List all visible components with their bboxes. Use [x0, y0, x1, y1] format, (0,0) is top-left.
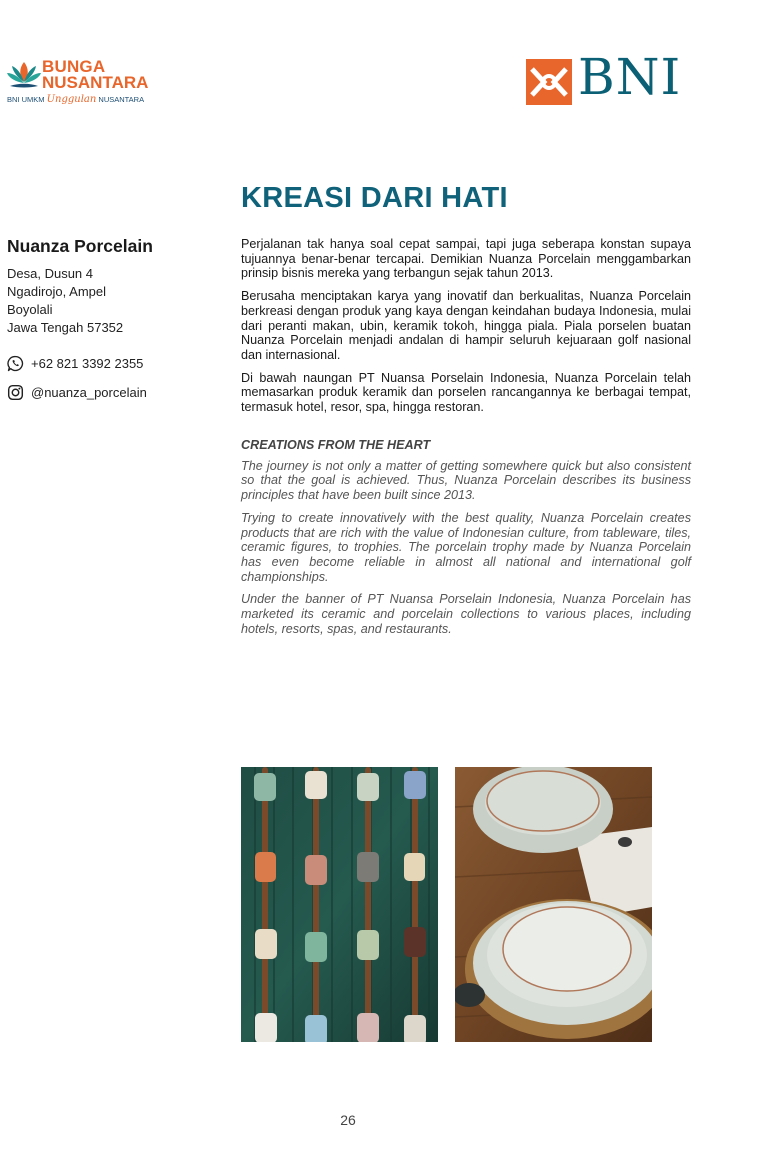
whatsapp-icon: [7, 355, 24, 372]
bni-46-icon: [526, 59, 572, 105]
ceramic-plates-on-table-photo: [455, 767, 652, 1042]
bunga-logo-word-nusantara: NUSANTARA: [42, 73, 149, 92]
phone-contact: [7, 355, 212, 372]
page-title: KREASI DARI HATI: [241, 182, 508, 214]
paragraph-id: Di bawah naungan PT Nuansa Porselain Indonesia, Nuanza Porcelain telah memasarkan produk keramik dan porselen rancangannya ke berbagai tempat, termasuk hotel, resor, spa, hingga restoran.: [241, 370, 691, 415]
address-line: Boyolali: [7, 302, 53, 317]
paragraph-id: Berusaha menciptakan karya yang inovatif dan berkualitas, Nuanza Porcelain berkreasi dengan produk yang kaya dengan keindahan budaya Indonesia, mulai dari peranti makan, ubin, keramik tokoh, hingga piala. Piala porselen buatan Nuanza Porcelain menjadi andalan di hampir seluruh kejuaraan golf nasional dan internasional.: [241, 289, 691, 362]
paragraph-en: The journey is not only a matter of getting somewhere quick but also consistent so that the goal is achieved. Thus, Nuanza Porcelain describes its business principles that have been built since 2013.: [241, 458, 691, 503]
address-line: Ngadirojo, Ampel: [7, 284, 106, 299]
bunga-nusantara-logo: [6, 56, 166, 108]
bunga-logo-word-bunga: BUNGA: [42, 57, 106, 76]
bni-logo-text: BNI: [578, 48, 682, 106]
paragraph-en: Trying to create innovatively with the best quality, Nuanza Porcelain creates products that are rich with the value of Indonesian culture, from tableware, tiles, ceramic figures, to trophies. The porcelain trophy made by Nuanza Porcelain has even become reliable in almost all national and international golf championships.: [241, 510, 691, 584]
business-info: [7, 236, 212, 401]
article-body: [241, 237, 691, 644]
bni-logo: [526, 48, 692, 108]
lotus-icon: [6, 58, 42, 92]
english-heading: CREATIONS FROM THE HEART: [241, 437, 431, 452]
address-line: Jawa Tengah 57352: [7, 320, 124, 335]
instagram-icon: [7, 384, 24, 401]
phone-number: +62 821 3392 2355: [31, 356, 144, 371]
page-number: 26: [340, 1112, 356, 1128]
business-name: Nuanza Porcelain: [7, 236, 153, 256]
paragraph-en: Under the banner of PT Nuansa Porselain Indonesia, Nuanza Porcelain has marketed its ceramic and porcelain collections to various places, including hotels, resorts, spas, and restaurants.: [241, 592, 691, 636]
paragraph-id: Perjalanan tak hanya soal cepat sampai, tapi juga seberapa konstan supaya tujuannya benar-benar tercapai. Demikian Nuanza Porcelain menggambarkan prinsip bisnis mereka yang terbangun sejak tahun 2013.: [241, 237, 691, 281]
bunga-logo-tagline: BNI UMKM Unggulan NUSANTARA: [7, 94, 145, 105]
mugs-on-wooden-wall-photo: [241, 767, 438, 1042]
instagram-contact: [7, 384, 212, 401]
address-line: Desa, Dusun 4: [7, 266, 93, 281]
instagram-handle: @nuanza_porcelain: [31, 385, 147, 400]
